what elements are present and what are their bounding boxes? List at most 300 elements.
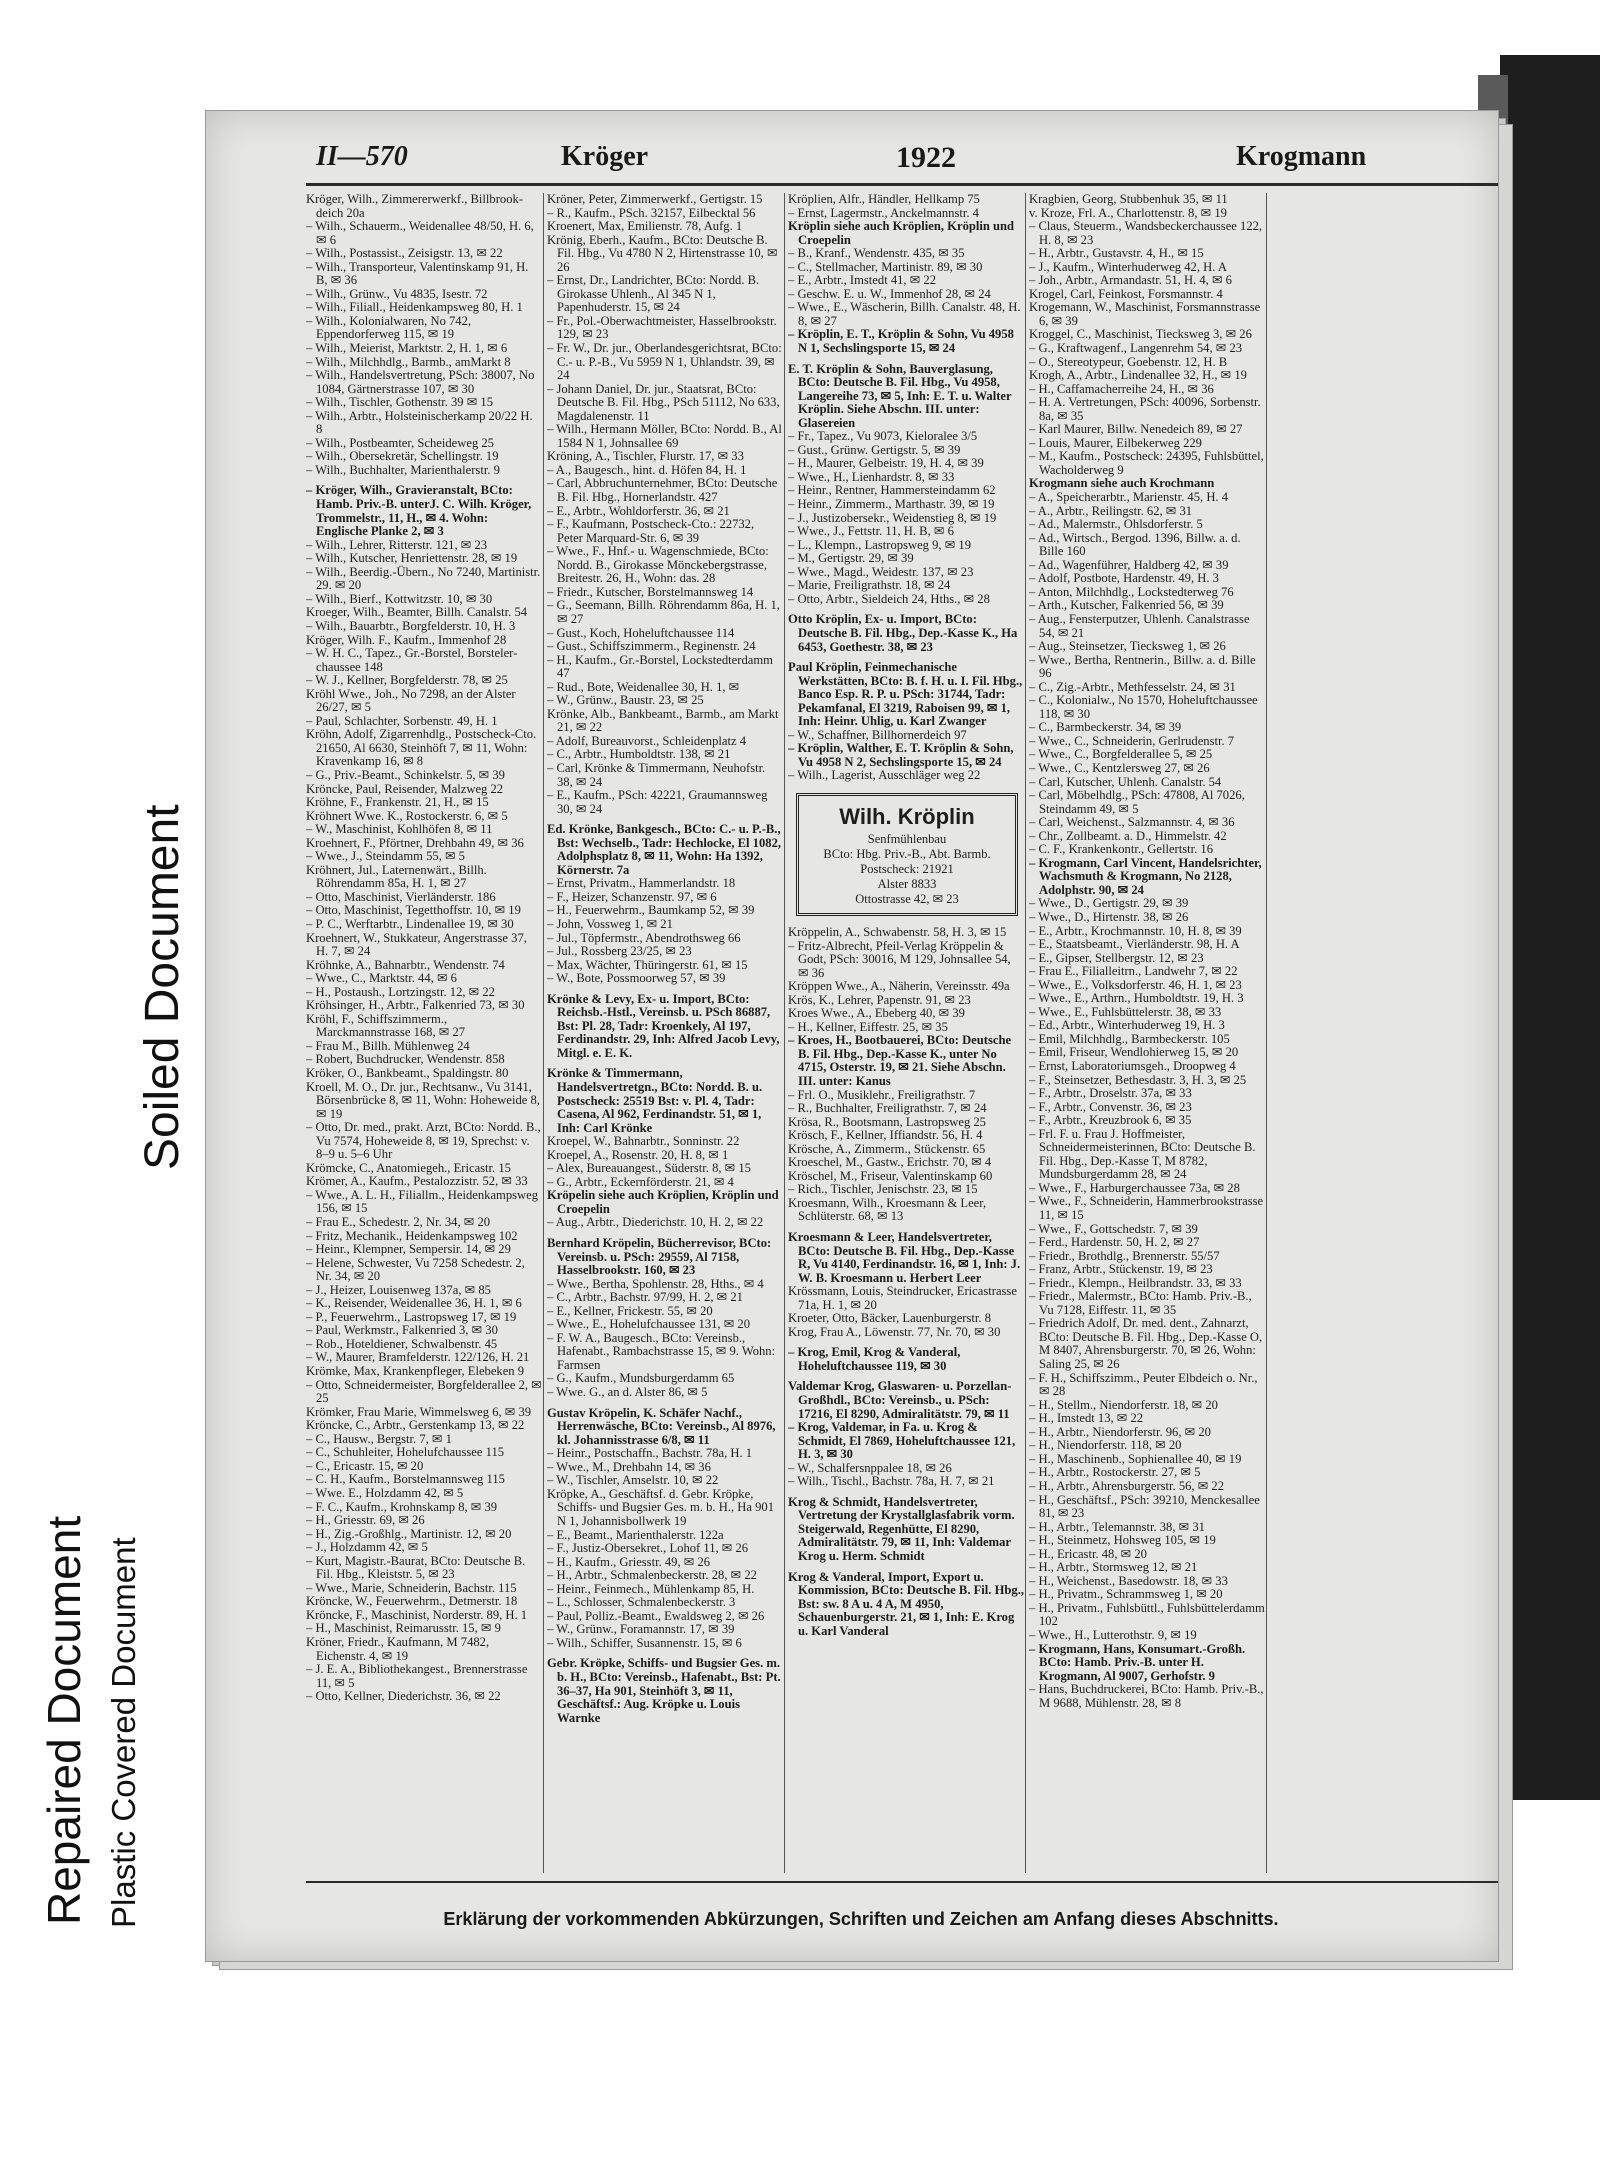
header-first-name: Kröger (561, 141, 649, 172)
directory-entry: – W., Grünw., Foramannstr. 17, ✉ 39 (547, 1622, 735, 1637)
directory-entry: – Ernst, Dr., Landrichter, BCto: Nordd. B. Girokasse Uhlenh., Al 345 N 1, Papenhuderstr. 15, ✉ 24 (547, 273, 760, 315)
directory-entry: – W., Bote, Possmoorweg 57, ✉ 39 (547, 971, 726, 986)
directory-entry: – H., Steinmetz, Hohsweg 105, ✉ 19 (1029, 1533, 1216, 1548)
ad-name: Wilh. Kröplin (839, 803, 975, 829)
directory-entry: – Wilh., Lehrer, Ritterstr. 121, ✉ 23 (306, 537, 488, 552)
directory-entry: – Wwe., E., Fuhlsbüttelerstr. 38, ✉ 33 (1029, 1004, 1222, 1019)
directory-entry: – H., Griesstr. 69, ✉ 26 (306, 1513, 425, 1528)
directory-entry: – E., Gipser, Stellbergstr. 12, ✉ 23 (1029, 950, 1204, 965)
directory-entry: – Otto, Maschinist, Vierländerstr. 186 (306, 889, 496, 904)
directory-entry: Krömer, A., Kaufm., Pestalozzistr. 52, ✉ 33 (306, 1174, 528, 1189)
directory-entry: – B., Kranf., Wendenstr. 435, ✉ 35 (788, 246, 965, 261)
directory-entry: Kröhl, F., Schiffszimmerm., Marckmannstrasse 168, ✉ 27 (306, 1011, 466, 1040)
directory-entry: – G., Seemann, Billh. Röhrendamm 86a, H. 1, ✉ 27 (547, 598, 780, 626)
directory-entry: Kröplien, Alfr., Händler, Hellkamp 75 (788, 193, 980, 206)
column-rule (1025, 193, 1026, 1873)
directory-entry: Krömke, Max, Krankenpfleger, Elebeken 9 (306, 1364, 525, 1379)
directory-entry: – Carl, Krönke & Timmermann, Neuhofstr. 38, ✉ 24 (547, 760, 766, 789)
directory-entry: – Friedr., Kutscher, Borstelmannsweg 14 (547, 584, 754, 599)
directory-entry: – Ed., Arbtr., Winterhuderweg 19, H. 3 (1029, 1018, 1225, 1033)
directory-entry: Kröppen Wwe., A., Näherin, Vereinsstr. 49a (788, 979, 1010, 994)
directory-entry: – Wilh., Bierf., Kottwitzstr. 10, ✉ 30 (306, 591, 493, 606)
directory-entry: – Emil, Milchhdlg., Barmbeckerstr. 105 (1029, 1031, 1230, 1046)
directory-entry: – F., Steinsetzer, Bethesdastr. 3, H. 3, ✉ 25 (1029, 1072, 1247, 1087)
directory-entry: – Adolf, Postbote, Hardenstr. 49, H. 3 (1029, 571, 1219, 586)
directory-entry: Kröpelin siehe auch Kröplien, Kröplin und Croepelin (547, 1188, 779, 1216)
directory-entry: – H., Arbtr., Ahrensburgerstr. 56, ✉ 22 (1029, 1478, 1225, 1493)
directory-entry: – G., Kaufm., Mundsburgerdamm 65 (547, 1371, 735, 1386)
directory-entry: – F. W. A., Baugesch., BCto: Vereinsb., Hafenabt., Rambachstrasse 15, ✉ 9. Wohn: Farmsen (547, 1330, 776, 1372)
directory-entry: – Wwe., Marie, Schneiderin, Bachstr. 115 (306, 1580, 517, 1595)
directory-entry: Kröncke, Paul, Reisender, Malzweg 22 (306, 781, 504, 796)
directory-entry: – Fr., Tapez., Vu 9073, Kieloralee 3/5 (788, 429, 978, 444)
directory-entry: – J., Holzdamm 42, ✉ 5 (306, 1540, 428, 1555)
directory-entry: – Wwe., F., Harburgerchaussee 73a, ✉ 28 (1029, 1180, 1240, 1195)
directory-entry: – Karl Maurer, Billw. Nenedeich 89, ✉ 27 (1029, 422, 1243, 437)
directory-entry: Kröpke, A., Geschäftsf. d. Gebr. Kröpke, Schiffs- und Bugsier Ges. m. b. H., Ha 901 N 1, Johannisbollwerk 19 (547, 1486, 774, 1528)
abbreviations-note: Erklärung der vorkommenden Abkürzungen, Schriften und Zeichen am Anfang dieses Abschnitts. (443, 1909, 1279, 1929)
directory-entry: – H., Kaufm., Griesstr. 49, ✉ 26 (547, 1554, 711, 1569)
column-rule (784, 193, 785, 1873)
directory-entry: – R., Buchhalter, Freiligrathstr. 7, ✉ 24 (788, 1101, 987, 1116)
directory-entry: – J., Justizobersekr., Weidenstieg 8, ✉ 19 (788, 510, 997, 525)
directory-entry: – Jul., Töpfermstr., Abendrothsweg 66 (547, 930, 741, 945)
directory-entry: – K., Reisender, Weidenallee 36, H. 1, ✉ 6 (306, 1296, 522, 1311)
directory-entry: – Gust., Grünw. Gertigstr. 5, ✉ 39 (788, 442, 961, 457)
directory-entry: – C., Kolonialw., No 1570, Hoheluftchaussee 118, ✉ 30 (1029, 693, 1258, 721)
directory-entry: – H., Stellm., Niendorferstr. 18, ✉ 20 (1029, 1397, 1218, 1412)
directory-entry: – Adolf, Bureauvorst., Schleidenplatz 4 (547, 733, 747, 748)
directory-entry: Kroeschel, M., Gastw., Erichstr. 70, ✉ 4 (788, 1155, 992, 1170)
directory-entry: – Ernst, Privatm., Hammerlandstr. 18 (547, 876, 736, 891)
directory-entry: Krömker, Frau Marie, Wimmelsweg 6, ✉ 39 (306, 1404, 532, 1419)
directory-entry: – Ernst, Lagermstr., Anckelmannstr. 4 (788, 205, 979, 220)
page-number: II—570 (316, 141, 408, 172)
directory-entry: – G., Priv.-Beamt., Schinkelstr. 5, ✉ 39 (306, 767, 505, 782)
directory-entry: – Kurt, Magistr.-Baurat, BCto: Deutsche B. Fil. Hbg., Kleiststr. 5, ✉ 23 (306, 1553, 526, 1582)
directory-entry: Krössmann, Louis, Steindrucker, Ericastrasse 71a, H. 1, ✉ 20 (788, 1284, 1017, 1312)
directory-entry: – Ernst, Laboratoriumsgeh., Droopweg 4 (1029, 1059, 1236, 1073)
directory-entry: – H., Kaufm., Gr.-Borstel, Lockstedterdamm 47 (547, 652, 773, 681)
directory-entry: – Carl, Weichenst., Salzmannstr. 4, ✉ 36 (1029, 815, 1235, 830)
directory-entry: – Fr., Pol.-Oberwachtmeister, Hasselbrookstr. 129, ✉ 23 (547, 313, 777, 342)
directory-entry: – Wwe., E., Arthrn., Humboldtstr. 19, H. 3 (1029, 991, 1244, 1006)
directory-entry: – Wilh., Meierist, Marktstr. 2, H. 1, ✉ 6 (306, 341, 508, 356)
directory-entry: Kröner, Friedr., Kaufmann, M 7482, Eichenstr. 4, ✉ 19 (306, 1634, 490, 1663)
directory-entry: Krösche, A., Zimmerm., Stückenstr. 65 (788, 1141, 986, 1156)
directory-entry: – H., Privatm., Fuhlsbüttl., Fuhlsbüttelerdamm 102 (1029, 1600, 1265, 1629)
directory-entry: – Wwe., E., Volksdorferstr. 46, H. 1, ✉ 23 (1029, 977, 1242, 992)
directory-entry: – E., Kellner, Frickestr. 55, ✉ 20 (547, 1303, 713, 1318)
directory-entry: – Rob., Hoteldiener, Schwalbenstr. 45 (306, 1336, 498, 1351)
directory-entry: – Wilh., Schiffer, Susannenstr. 15, ✉ 6 (547, 1635, 742, 1650)
directory-entry: – Paul, Schlachter, Sorbenstr. 49, H. 1 (306, 713, 498, 728)
footer-rule (306, 1881, 1498, 1883)
directory-entry: Kröning, A., Tischler, Flurstr. 17, ✉ 33 (547, 449, 744, 464)
directory-entry: – Paul, Polliz.-Beamt., Ewaldsweg 2, ✉ 26 (547, 1608, 765, 1623)
directory-entry: – H., Maschinist, Reimarusstr. 15, ✉ 9 (306, 1621, 501, 1636)
directory-entry: Kröner, Peter, Zimmerwerkf., Gertigstr. 15 (547, 193, 763, 206)
directory-entry: – R., Kaufm., PSch. 32157, Eilbecktal 56 (547, 205, 756, 220)
directory-entry: – C., Hausw., Bergstr. 7, ✉ 1 (306, 1431, 452, 1446)
directory-entry: – Otto, Kellner, Diederichstr. 36, ✉ 22 (306, 1689, 501, 1704)
directory-entry: – H., Arbtr., Niendorferstr. 96, ✉ 20 (1029, 1424, 1211, 1439)
column-1 (306, 193, 542, 1873)
directory-entry: – Wwe., Bertha, Rentnerin., Billw. a. d. Bille 96 (1029, 652, 1256, 681)
repaired-label: Repaired Document (38, 1515, 90, 1925)
directory-entry: – J., Kaufm., Winterhuderweg 42, H. A (1029, 259, 1227, 274)
directory-entry: – Wilh., Grünw., Vu 4835, Isestr. 72 (306, 286, 488, 301)
directory-entry: – Wilh., Bauarbtr., Borgfelderstr. 10, H. 3 (306, 618, 516, 633)
directory-entry: – Heinr., Klempner, Sempersir. 14, ✉ 29 (306, 1242, 511, 1257)
directory-entry: – Krog, Valdemar, in Fa. u. Krog & Schmidt, El 7869, Hoheluftchaussee 121, H. 3, ✉ 30 (788, 1420, 1016, 1462)
directory-entry: – E., Arbtr., Imstedt 41, ✉ 22 (788, 273, 937, 288)
directory-entry: – H., Imstedt 13, ✉ 22 (1029, 1411, 1144, 1426)
directory-entry: – F., Arbtr., Droselstr. 37a, ✉ 33 (1029, 1086, 1192, 1101)
directory-entry: – Aug., Arbtr., Diederichstr. 10, H. 2, ✉ 22 (547, 1215, 764, 1230)
directory-entry: – H., Caffamacherreihe 24, H., ✉ 36 (1029, 381, 1214, 396)
directory-entry: – A., Speicherarbtr., Marienstr. 45, H. 4 (1029, 490, 1229, 505)
directory-entry: Kroesmann, Wilh., Kroesmann & Leer, Schlüterstr. 68, ✉ 13 (788, 1195, 987, 1224)
directory-entry: – Wilh., Milchhdlg., Barmb., amMarkt 8 (306, 354, 511, 369)
column-3 (788, 193, 1024, 1873)
directory-entry: – Wwe., Bertha, Spohlenstr. 28, Hths., ✉ 4 (547, 1276, 764, 1291)
directory-entry: – Wwe., H., Lutterothstr. 9, ✉ 19 (1029, 1627, 1197, 1642)
directory-entry: – Carl, Möbelhdlg., PSch: 47808, Al 7026, Steindamm 49, ✉ 5 (1029, 788, 1245, 816)
directory-entry: – Wwe., M., Drehbahn 14, ✉ 36 (547, 1459, 711, 1474)
directory-entry: – E., Staatsbeamt., Vierländerstr. 98, H. A (1029, 937, 1240, 952)
directory-entry: Gustav Kröpelin, K. Schäfer Nachf., Herrenwäsche, BCto: Vereinsb., Al 8976, kl. Johannisstrasse 6/8, ✉ 11 (547, 1405, 776, 1447)
directory-entry: – Wwe., D., Hirtenstr. 38, ✉ 26 (1029, 909, 1189, 924)
directory-entry: Kroeger, Wilh., Beamter, Billh. Canalstr. 54 (306, 605, 528, 620)
directory-entry: – Otto, Dr. med., prakt. Arzt, BCto: Nordd. B., Vu 7574, Hoheweide 8, ✉ 19, Sprechst: v. 8–9 u. 5–6 Uhr (306, 1120, 541, 1162)
directory-entry: – H., Kellner, Eiffestr. 25, ✉ 35 (788, 1019, 948, 1034)
directory-entry: – W. J., Kellner, Borgfelderstr. 78, ✉ 25 (306, 673, 508, 688)
directory-entry: – L., Schlosser, Schmalenbeckerstr. 3 (547, 1595, 736, 1610)
directory-entry: – Robert, Buchdrucker, Wendenstr. 858 (306, 1052, 505, 1067)
directory-entry: – Friedr., Klempn., Heilbrandstr. 33, ✉ 33 (1029, 1275, 1242, 1290)
directory-entry: Paul Kröplin, Feinmechanische Werkstätten, BCto: B. f. H. u. I. Fil. Hbg., Banco Esp. R. P. u. PSch: 31744, Tadr: Pekamfanal, El 3219, Raboisen 99, ✉ 1, Inh: Heinr. Uhlig, u. Karl Zwanger (788, 660, 1023, 729)
directory-entry: – Wwe., F., Hnf.- u. Wagenschmiede, BCto: Nordd. B., Girokasse Mönckebergstrasse, Breitestr. 26, H., Wohn: das. 28 (547, 544, 769, 586)
directory-entry: – H., Postaush., Lortzingstr. 12, ✉ 22 (306, 984, 495, 999)
directory-entry: – Otto, Arbtr., Sieldeich 24, Hths., ✉ 28 (788, 591, 990, 606)
directory-entry: Krogel, Carl, Feinkost, Forsmannstr. 4 (1029, 286, 1223, 301)
directory-entry: – Friedr., Brothdlg., Brennerstr. 55/57 (1029, 1248, 1220, 1263)
directory-entry: – Kröplin, E. T., Kröplin & Sohn, Vu 4958 N 1, Sechslingsporte 15, ✉ 24 (788, 327, 1014, 356)
directory-entry: – Frl. F. u. Frau J. Hoffmeister, Schneidermeisterinnen, BCto: Deutsche B. Fil. Hbg., Dep.-Kasse T, M 8782, Mundsburgerdamm 28, ✉ 24 (1029, 1126, 1256, 1182)
directory-entry: – Wwe., D., Gertigstr. 29, ✉ 39 (1029, 896, 1189, 911)
directory-entry: Krogemann, W., Maschinist, Forsmannstrasse 6, ✉ 39 (1029, 300, 1261, 328)
column-4 (1029, 193, 1265, 1873)
header-last-name: Krogmann (1236, 141, 1367, 172)
header-year: 1922 (896, 141, 956, 174)
directory-entry: – Otto, Schneidermeister, Borgfelderallee 2, ✉ 25 (306, 1377, 542, 1406)
directory-entry: Kröger, Wilh. F., Kaufm., Immenhof 28 (306, 632, 507, 647)
directory-entry: – Wilh., Buchhalter, Marienthalerstr. 9 (306, 462, 500, 477)
directory-entry: – M., Gertigstr. 29, ✉ 39 (788, 551, 914, 566)
directory-entry: – Heinr., Zimmerm., Marthastr. 39, ✉ 19 (788, 497, 995, 512)
directory-entry: – C., Schuhleiter, Hohelufchaussee 115 (306, 1445, 505, 1460)
directory-entry: Gebr. Kröpke, Schiffs- und Bugsier Ges. m. b. H., BCto: Vereinsb., Hafenabt., Bst: Pt. 36–37, Ha 901, Steinhöft 3, ✉ 11, Geschäftsf.: Aug. Kröpke u. Louis Warnke (547, 1656, 781, 1725)
directory-entry: – C., Barmbeckerstr. 34, ✉ 39 (1029, 720, 1182, 735)
directory-entry: – Wilh., Kutscher, Henriettenstr. 28, ✉ 19 (306, 551, 518, 566)
directory-entry: – A., Baugesch., hint. d. Höfen 84, H. 1 (547, 462, 747, 477)
directory-entry: – Frau M., Billh. Mühlenweg 24 (306, 1038, 470, 1053)
directory-entry: – F. H., Schiffszimm., Peuter Elbdeich o. Nr., ✉ 28 (1029, 1370, 1258, 1399)
directory-entry: – H. A. Vertretungen, PSch: 40096, Sorbenstr. 8a, ✉ 35 (1029, 395, 1261, 423)
directory-entry: Krog, Frau A., Löwenstr. 77, Nr. 70, ✉ 30 (788, 1324, 1001, 1339)
directory-entry: – W., Schalfersnppalee 18, ✉ 26 (788, 1460, 952, 1475)
directory-entry: Kröhnke, A., Bahnarbtr., Wendenstr. 74 (306, 957, 505, 972)
directory-entry: Krogmann siehe auch Krochmann (1029, 476, 1215, 491)
directory-entry: – Wilh., Handelsvertretung, PSch: 38007, No 1084, Gärtnerstrasse 107, ✉ 30 (306, 368, 535, 396)
directory-entry: – F., Kaufmann, Postscheck-Cto.: 22732, Peter Marquard-Str. 6, ✉ 39 (547, 517, 755, 545)
directory-entry: – H., Maurer, Gelbeistr. 19, H. 4, ✉ 39 (788, 456, 984, 471)
directory-entry: – Kröplin, Walther, E. T. Kröplin & Sohn, Vu 4958 N 2, Sechslingsporte 15, ✉ 24 (788, 741, 1014, 769)
directory-entry: – Wilh., Postbeamter, Scheideweg 25 (306, 435, 494, 450)
directory-entry: – G., Kraftwagenf., Langenrehm 54, ✉ 23 (1029, 341, 1243, 356)
directory-entry: – E., Beamt., Marienthalerstr. 122a (547, 1527, 724, 1542)
directory-entry: Krönke & Timmermann, Handelsvertretgn., BCto: Nordd. B. u. Postscheck: 25519 Bst: v. Pl. 4, Tadr: Casena, Al 962, Ferdinandstr. 51, ✉ 1, Inh: Carl Krönke (547, 1066, 763, 1135)
directory-entry: – Wilh., Arbtr., Holsteinischerkamp 20/22 H. 8 (306, 408, 533, 437)
directory-entry: Kröschel, M., Friseur, Valentinskamp 60 (788, 1168, 993, 1183)
directory-entry: – W., Grünw., Baustr. 23, ✉ 25 (547, 693, 704, 708)
directory-entry: Krog & Vanderal, Import, Export u. Kommission, BCto: Deutsche B. Fil. Hbg., Bst: sw. 8 A u. 4 A, M 4950, Schauenburgerstr. 21, ✉ 1, Inh: E. Krog u. Karl Vanderal (788, 1569, 1024, 1638)
directory-entry: – Carl, Kutscher, Uhlenh. Canalstr. 54 (1029, 774, 1222, 789)
directory-entry: – C., Stellmacher, Martinistr. 89, ✉ 30 (788, 259, 983, 274)
directory-entry: – Wilh., Hermann Möller, BCto: Nordd. B., Al 1584 N 1, Johnsallee 69 (547, 422, 782, 450)
directory-entry: – H., Arbtr., Schmalenbeckerstr. 28, ✉ 22 (547, 1568, 757, 1583)
directory-entry: Kröhnert Wwe. K., Rostockerstr. 6, ✉ 5 (306, 808, 508, 823)
directory-entry: – H., Arbtr., Telemannstr. 38, ✉ 31 (1029, 1519, 1205, 1534)
directory-entry: – Paul, Werkmstr., Falkenried 3, ✉ 30 (306, 1323, 498, 1338)
directory-entry: – Wilh., Filiall., Heidenkampsweg 80, H. 1 (306, 300, 523, 315)
directory-entry: – H., Weichenst., Basedowstr. 18, ✉ 33 (1029, 1573, 1228, 1588)
directory-entry: – W., Tischler, Amselstr. 10, ✉ 22 (547, 1473, 719, 1488)
directory-entry: – F., Justiz-Obersekret., Lohof 11, ✉ 26 (547, 1541, 749, 1556)
directory-entry: Kroehnert, W., Stukkateur, Angerstrasse 37, H. 7, ✉ 24 (306, 930, 527, 959)
directory-page (205, 110, 1499, 1962)
directory-entry: Kröhsinger, H., Arbtr., Falkenried 73, ✉ 30 (306, 998, 525, 1013)
directory-entry: – Wwe., H., Lienhardstr. 8, ✉ 33 (788, 469, 955, 484)
directory-entry: – Max, Wächter, Thüringerstr. 61, ✉ 15 (547, 957, 748, 972)
directory-entry: – Wwe., J., Steindamm 55, ✉ 5 (306, 849, 465, 864)
directory-entry: – Hans, Buchdruckerei, BCto: Hamb. Priv.-B., M 9688, Mühlenstr. 28, ✉ 8 (1029, 1682, 1264, 1710)
directory-entry: Kröhn, Adolf, Zigarrenhdlg., Postscheck-Cto. 21650, Al 6630, Steinhöft 7, ✉ 11, Wohn: Kravenkamp 16, ✉ 8 (306, 727, 537, 769)
directory-entry: – Otto, Maschinist, Tegetthoffstr. 10, ✉ 19 (306, 903, 521, 918)
directory-entry: – Ad., Wagenführer, Haldberg 42, ✉ 39 (1029, 557, 1229, 572)
directory-entry: Kroell, M. O., Dr. jur., Rechtsanw., Vu 3141, Börsenbrücke 8, ✉ 11, Wohn: Hoheweide 8, ✉ 19 (306, 1079, 540, 1121)
directory-entry: Krömcke, C., Anatomiegeh., Ericastr. 15 (306, 1160, 511, 1175)
directory-entry: – C., Arbtr., Humboldtstr. 138, ✉ 21 (547, 747, 731, 762)
directory-entry: – W. H. C., Tapez., Gr.-Borstel, Borsteler-chaussee 148 (306, 646, 518, 674)
directory-entry: – Claus, Steuerm., Wandsbeckerchaussee 122, H. 8, ✉ 23 (1029, 219, 1263, 247)
directory-entry: Krönig, Eberh., Kaufm., BCto: Deutsche B. Fil. Hbg., Vu 4780 N 2, Hirtenstrasse 10, ✉ 26 (547, 232, 778, 274)
directory-entry: – Joh., Arbtr., Armandastr. 51, H. 4, ✉ 6 (1029, 273, 1232, 288)
directory-entry: – H., Niendorferstr. 118, ✉ 20 (1029, 1438, 1182, 1453)
directory-entry: Kröker, O., Bankbeamt., Spaldingstr. 80 (306, 1066, 509, 1080)
directory-entry: – Frl. O., Musiklehr., Freiligrathstr. 7 (788, 1087, 976, 1102)
directory-entry: – Wwe., J., Fettstr. 11, H. B, ✉ 6 (788, 524, 954, 539)
directory-entry: Kroesmann & Leer, Handelsvertreter, BCto: Deutsche B. Fil. Hbg., Dep.-Kasse R, Vu 4140, Ferdinandstr. 16, ✉ 1, Inh: J. W. B. Kroesmann u. Herbert Leer (788, 1230, 1021, 1285)
directory-entry: – Carl, Abbruchunternehmer, BCto: Deutsche B. Fil. Hbg., Hornerlandstr. 427 (547, 476, 778, 505)
directory-entry: Krös, K., Lehrer, Papenstr. 91, ✉ 23 (788, 992, 971, 1007)
directory-entry: – L., Klempn., Lastropsweg 9, ✉ 19 (788, 537, 971, 552)
directory-entry: – Krog, Emil, Krog & Vanderal, Hoheluftchaussee 119, ✉ 30 (788, 1345, 961, 1373)
directory-entry: v. Kroze, Frl. A., Charlottenstr. 8, ✉ 19 (1029, 205, 1227, 220)
directory-entry: – E., Arbtr., Krochmannstr. 10, H. 8, ✉ 39 (1029, 923, 1242, 938)
columns-area (306, 193, 1498, 1873)
column-rule (1266, 193, 1267, 1873)
directory-entry: – Krogmann, Hans, Konsumart.-Großh. BCto: Hamb. Priv.-B. unter H. Krogmann, Al 9007, Gerhofstr. 9 (1029, 1641, 1246, 1683)
directory-entry: – Wwe., E., Hohelufchaussee 131, ✉ 20 (547, 1317, 751, 1332)
ad-line5: Ottostrasse 42, ✉ 23 (855, 891, 959, 906)
directory-entry: – Anton, Milchhdlg., Lockstedterweg 76 (1029, 584, 1234, 599)
column-2 (547, 193, 783, 1873)
directory-entry: – Jul., Rossberg 23/25, ✉ 23 (547, 944, 692, 959)
directory-entry: Kröncke, C., Arbtr., Gerstenkamp 13, ✉ 22 (306, 1418, 525, 1433)
directory-entry: – Fr. W., Dr. jur., Oberlandesgerichtsrat, BCto: C.- u. P.-B., Vu 5959 N 1, Uhlandstr. 39, ✉ 24 (547, 341, 782, 383)
column-rule (543, 193, 544, 1873)
directory-entry: – W., Maschinist, Kohlhöfen 8, ✉ 11 (306, 822, 493, 837)
directory-entry: – J., Heizer, Louisenweg 137a, ✉ 85 (306, 1282, 491, 1297)
directory-entry: – Wwe., F., Gottschedstr. 7, ✉ 39 (1029, 1221, 1198, 1236)
directory-entry: – Kroes, H., Bootbauerei, BCto: Deutsche B. Fil. Hbg., Dep.-Kasse K., unter No 4715, Osterstr. 19, ✉ 21. Siehe Abschn. III. unter: Kanus (788, 1033, 1012, 1088)
directory-entry: – J. E. A., Bibliothekangest., Brennerstrasse 11, ✉ 5 (306, 1662, 528, 1690)
directory-entry: – Wilh., Schauerm., Weidenallee 48/50, H. 6, ✉ 6 (306, 219, 534, 247)
directory-entry: – Rud., Bote, Weidenallee 30, H. 1, ✉ (547, 679, 740, 694)
directory-entry: – Wilh., Tischl., Bachstr. 78a, H. 7, ✉ 21 (788, 1474, 995, 1489)
directory-entry: – Aug., Fensterputzer, Uhlenh. Canalstrasse 54, ✉ 21 (1029, 611, 1250, 640)
header-rule (306, 183, 1498, 186)
directory-entry: – Wwe., C., Kentzlersweg 27, ✉ 26 (1029, 760, 1210, 775)
directory-entry: Kragbien, Georg, Stubbenhuk 35, ✉ 11 (1029, 193, 1228, 206)
directory-entry: – Rich., Tischler, Jenischstr. 23, ✉ 15 (788, 1182, 978, 1197)
directory-entry: – C. H., Kaufm., Borstelmannsweg 115 (306, 1472, 505, 1487)
directory-entry: – Helene, Schwester, Vu 7258 Schedestr. 2, Nr. 34, ✉ 20 (306, 1255, 525, 1284)
ad-line2: BCto: Hbg. Priv.-B., Abt. Barmb. (823, 846, 991, 861)
directory-entry: – Aug., Steinsetzer, Tiecksweg 1, ✉ 26 (1029, 639, 1226, 654)
directory-entry: Valdemar Krog, Glaswaren- u. Porzellan-Großhdl., BCto: Vereinsb., u. PSch: 17216, El 8290, Admiralitätstr. 79, ✉ 11 (788, 1379, 1012, 1421)
directory-entry: – Wwe., C., Schneiderin, Gerlrudenstr. 7 (1029, 733, 1235, 748)
directory-entry: – Ad., Malermstr., Ohlsdorferstr. 5 (1029, 517, 1203, 532)
directory-entry: Kroeter, Otto, Bäcker, Lauenburgerstr. 8 (788, 1311, 991, 1326)
directory-entry: – A., Arbtr., Reilingstr. 62, ✉ 31 (1029, 503, 1193, 518)
directory-entry: – Friedr., Malermstr., BCto: Hamb. Priv.-B., Vu 7128, Eiffestr. 11, ✉ 35 (1029, 1289, 1252, 1317)
directory-entry: – Emil, Friseur, Wendlohierweg 15, ✉ 20 (1029, 1045, 1239, 1060)
directory-entry: – Ad., Wirtsch., Bergod. 1396, Billw. a. d. Bille 160 (1029, 530, 1241, 559)
directory-entry: – Arth., Kutscher, Falkenried 56, ✉ 39 (1029, 598, 1224, 613)
directory-entry: – Ferd., Hardenstr. 50, H. 2, ✉ 27 (1029, 1235, 1200, 1250)
directory-entry: – H., Zig.-Großhlg., Martinistr. 12, ✉ 20 (306, 1526, 512, 1541)
directory-entry: – Frau E., Schedestr. 2, Nr. 34, ✉ 20 (306, 1215, 491, 1230)
directory-entry: – Wilh., Lagerist, Ausschläger weg 22 (788, 768, 981, 783)
directory-entry: – Krogmann, Carl Vincent, Handelsrichter, Wachsmuth & Krogmann, No 2128, Adolphstr. 90, ✉ 24 (1029, 855, 1262, 897)
directory-entry: – Geschw. E. u. W., Immenhof 28, ✉ 24 (788, 286, 991, 301)
directory-entry: – H., Privatm., Schrammsweg 1, ✉ 20 (1029, 1587, 1223, 1602)
soiled-label: Soiled Document (136, 804, 189, 1170)
directory-entry: – C., Ericastr. 15, ✉ 20 (306, 1458, 424, 1473)
directory-entry: Kroepel, A., Rosenstr. 20, H. 8, ✉ 1 (547, 1147, 729, 1162)
directory-entry: – Franz, Arbtr., Stückenstr. 19, ✉ 23 (1029, 1262, 1213, 1277)
directory-entry: – Wwe., E., Wäscherin, Billh. Canalstr. 48, H. 8, ✉ 27 (788, 300, 1021, 328)
directory-entry: – Kröger, Wilh., Gravieranstalt, BCto: Hamb. Priv.-B. unterJ. C. Wilh. Kröger, Trommelstr., 11, H., ✉ 4. Wohn: Englische Planke 2, ✉ 3 (306, 483, 532, 539)
directory-entry: Krog & Schmidt, Handelsvertreter, Vertretung der Krystallglasfabrik vorm. Steigerwald, Regenhütte, El 8290, Admiralitätstr. 79, ✉ 11, Inh: Valdemar Krog u. Herm. Schmidt (788, 1494, 1015, 1564)
directory-entry: Kroes Wwe., A., Ebeberg 40, ✉ 39 (788, 1006, 965, 1021)
directory-entry: – Friedrich Adolf, Dr. med. dent., Zahnarzt, BCto: Deutsche B. Fil. Hbg., Dep.-Kasse O, M 8407, Ahrensburgerstr. 70, ✉ 26, Wohn: Saling 25, ✉ 26 (1029, 1316, 1263, 1372)
directory-entry: – M., Kaufm., Postscheck: 24395, Fuhlsbüttel, Wacholderweg 9 (1029, 449, 1264, 477)
directory-entry: – H., Arbtr., Gustavstr. 4, H., ✉ 15 (1029, 246, 1204, 261)
directory-entry: Krönke, Alb., Bankbeamt., Barmb., am Markt 21, ✉ 22 (547, 706, 779, 735)
directory-entry: – Wilh., Obersekretär, Schellingstr. 19 (306, 449, 499, 464)
scanner-edge (1500, 55, 1600, 1800)
directory-entry: – E., Kaufm., PSch: 42221, Graumannsweg 30, ✉ 24 (547, 788, 768, 816)
directory-entry: – P. C., Werftarbtr., Lindenallee 19, ✉ 30 (306, 916, 514, 931)
advertisement-box (796, 793, 1018, 916)
directory-entry: – Fritz, Mechanik., Heidenkampsweg 102 (306, 1228, 518, 1243)
directory-entry: E. T. Kröplin & Sohn, Bauverglasung, BCto: Deutsche B. Fil. Hbg., Vu 4958, Langereihe 73, ✉ 5, Inh: E. T. u. Walter Kröplin. Siehe Abschn. III. unter: Glasereien (788, 361, 1012, 430)
directory-entry: Kroehnert, F., Pförtner, Drehbahn 49, ✉ 36 (306, 835, 524, 850)
directory-entry: Krönke & Levy, Ex- u. Import, BCto: Reichsb.-Hstl., Vereinsb. u. PSch 86887, Bst: Pl. 28, Tadr: Kroenkely, Al 197, Ferdinandstr. 29, Inh: Alfred Jacob Levy, Mitgl. e. E. K. (547, 991, 780, 1060)
directory-entry: – Wwe., C., Marktstr. 44, ✉ 6 (306, 971, 457, 986)
directory-entry: – Wilh., Postassist., Zeisigstr. 13, ✉ 22 (306, 246, 503, 261)
directory-entry: – Heinr., Rentner, Hammersteindamm 62 (788, 483, 996, 498)
directory-entry: Kroggel, C., Maschinist, Tiecksweg 3, ✉ 26 (1029, 327, 1252, 342)
directory-entry: – Wwe., Magd., Weidestr. 137, ✉ 23 (788, 564, 974, 579)
directory-entry: – Wwe., C., Borgfelderallee 5, ✉ 25 (1029, 747, 1213, 762)
directory-entry: – Frau E., Filialleitrn., Landwehr 7, ✉ 22 (1029, 964, 1238, 979)
directory-entry: – Gust., Schiffszimmerm., Reginenstr. 24 (547, 639, 756, 654)
directory-entry: – H., Maschinenb., Sophienallee 40, ✉ 19 (1029, 1451, 1242, 1466)
directory-entry: – C., Zig.-Arbtr., Methfesselstr. 24, ✉ 31 (1029, 679, 1236, 694)
directory-entry: – Wilh., Kolonialwaren, No 742, Eppendorferweg 115, ✉ 19 (306, 313, 472, 342)
directory-entry: – Wilh., Beerdig.-Übern., No 7240, Martinistr. 29. ✉ 20 (306, 564, 541, 593)
directory-entry: – H., Geschäftsf., PSch: 39210, Menckesallee 81, ✉ 23 (1029, 1492, 1260, 1521)
directory-entry: – F., Heizer, Schanzenstr. 97, ✉ 6 (547, 889, 717, 904)
directory-entry: Bernhard Kröpelin, Bücherrevisor, BCto: Vereinsb. u. PSch: 29559, Al 7158, Hasselbrookstr. 160, ✉ 23 (547, 1236, 772, 1278)
directory-entry: – Gust., Koch, Hoheluftchaussee 114 (547, 625, 735, 640)
directory-entry: Kroepel, W., Bahnarbtr., Sonninstr. 22 (547, 1134, 740, 1149)
directory-entry: Krogh, A., Arbtr., Lindenallee 32, H., ✉ 19 (1029, 368, 1247, 383)
directory-entry: – Wwe. G., an d. Alster 86, ✉ 5 (547, 1385, 708, 1400)
directory-entry: – Heinr., Postschaffn., Bachstr. 78a, H. 1 (547, 1446, 753, 1461)
directory-entry: – Wwe., F., Schneiderin, Hammerbrookstrasse 11, ✉ 15 (1029, 1194, 1264, 1223)
directory-entry: – F. C., Kaufm., Krohnskamp 8, ✉ 39 (306, 1499, 498, 1514)
directory-entry: Krösa, R., Bootsmann, Lastropsweg 25 (788, 1114, 986, 1129)
ad-line1: Senfmühlenbau (867, 831, 947, 846)
directory-entry: – Marie, Freiligrathstr. 18, ✉ 24 (788, 578, 951, 593)
directory-entry: – F., Arbtr., Kreuzbrook 6, ✉ 35 (1029, 1113, 1192, 1128)
directory-entry: – G., Arbtr., Eckernförderstr. 21, ✉ 4 (547, 1174, 734, 1189)
directory-entry: – Wwe. E., Holzdamm 42, ✉ 5 (306, 1485, 464, 1500)
directory-entry: Kröhne, F., Frankenstr. 21, H., ✉ 15 (306, 795, 489, 810)
directory-entry: – O., Stereotypeur, Goebenstr. 12, H. B (1029, 354, 1228, 369)
directory-entry: – W., Maurer, Bramfelderstr. 122/126, H. 21 (306, 1350, 530, 1365)
directory-entry: – Wilh., Tischler, Gothenstr. 39 ✉ 15 (306, 395, 494, 410)
directory-entry: Kröncke, W., Feuerwehrm., Detmerstr. 18 (306, 1594, 518, 1609)
directory-entry: Kröppelin, A., Schwabenstr. 58, H. 3, ✉ 15 (788, 924, 1007, 939)
directory-entry: – C. F., Krankenkontr., Gellertstr. 16 (1029, 842, 1214, 857)
directory-entry: – F., Arbtr., Convenstr. 36, ✉ 23 (1029, 1099, 1192, 1114)
directory-entry: Kröncke, F., Maschinist, Norderstr. 89, H. 1 (306, 1607, 528, 1622)
directory-entry: – Wwe., A. L. H., Filiallm., Heidenkampsweg 156, ✉ 15 (306, 1187, 539, 1216)
directory-entry: – H., Arbtr., Rostockerstr. 27, ✉ 5 (1029, 1465, 1201, 1480)
directory-entry: – Chr., Zollbeamt. a. D., Himmelstr. 42 (1029, 828, 1227, 843)
directory-entry: – Fritz-Albrecht, Pfeil-Verlag Kröppelin & Godt, PSch: 30016, M 129, Johnsallee 54, ✉ 36 (788, 938, 1011, 980)
directory-entry: Krösch, F., Kellner, Iffiandstr. 56, H. 4 (788, 1128, 983, 1143)
directory-entry: Ed. Krönke, Bankgesch., BCto: C.- u. P.-B., Bst: Wechselb., Tadr: Hechlocke, El 1082, Adolphsplatz 8, ✉ 11, Wohn: Ha 1392, Körnerstr. 7a (547, 822, 782, 877)
directory-entry: – Alex, Bureauangest., Süderstr. 8, ✉ 15 (547, 1161, 751, 1176)
